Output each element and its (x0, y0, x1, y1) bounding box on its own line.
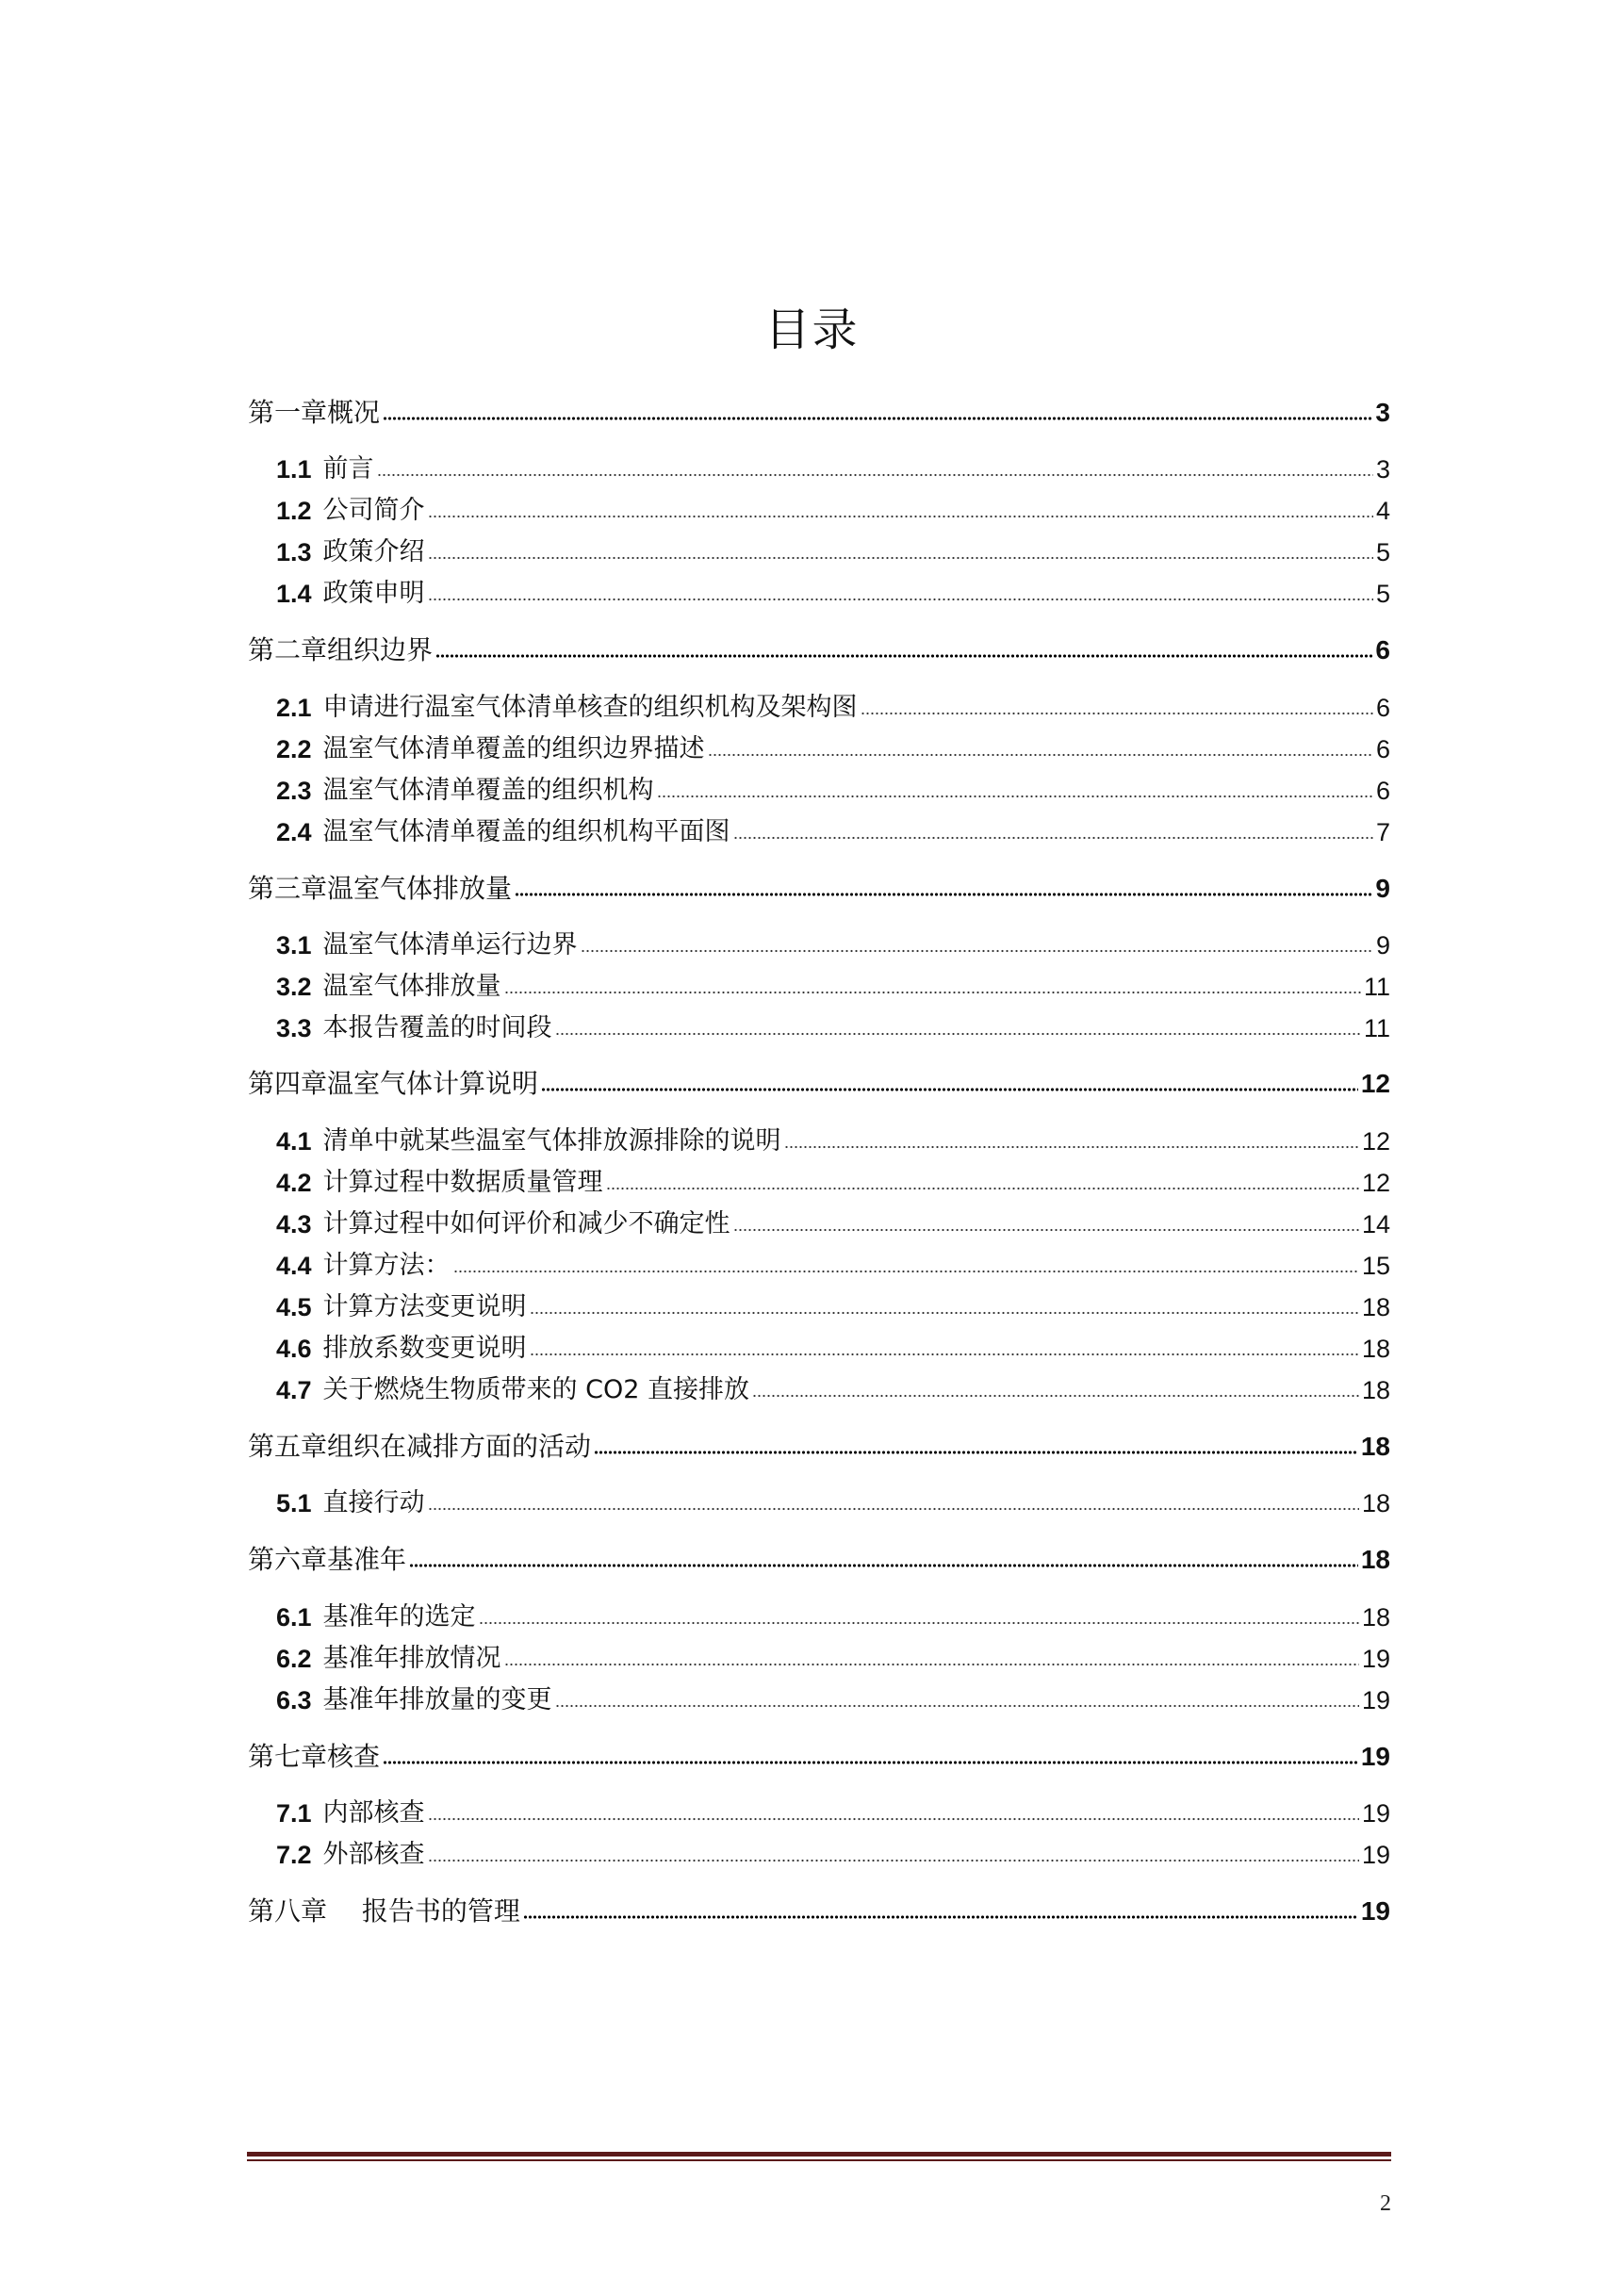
dot-leader (541, 1087, 1358, 1092)
dot-leader (428, 1506, 1359, 1512)
dot-leader (428, 555, 1373, 561)
section-number: 3.3 (276, 1014, 312, 1042)
entry-page-number: 6 (1375, 635, 1390, 664)
entry-page-number: 6 (1375, 694, 1390, 722)
toc-section-entry[interactable] (276, 1371, 1390, 1409)
entry-label: 第四章温室气体计算说明 (248, 1068, 539, 1099)
section-number: 4.7 (276, 1376, 312, 1404)
section-number: 1.4 (276, 580, 312, 608)
entry-label: 第五章组织在减排方面的活动 (248, 1431, 592, 1462)
section-number: 4.1 (276, 1127, 312, 1156)
dot-leader (555, 1031, 1361, 1037)
entry-page-number: 3 (1375, 398, 1390, 427)
dot-leader (733, 1227, 1359, 1233)
entry-label: 第一章概况 (248, 397, 381, 428)
toc-section-entry[interactable] (276, 1484, 1390, 1522)
entry-page-number: 18 (1361, 1603, 1390, 1632)
section-number: 6.3 (276, 1686, 312, 1714)
entry-label: 排放系数变更说明 (322, 1334, 527, 1363)
dot-leader (606, 1186, 1359, 1191)
entry-label: 前言 (322, 454, 374, 484)
section-number: 1.3 (276, 538, 312, 566)
toc-chapter-entry[interactable] (248, 1065, 1390, 1103)
toc-section-entry[interactable] (276, 1247, 1390, 1285)
dot-leader (784, 1144, 1359, 1150)
section-number: 4.5 (276, 1293, 312, 1321)
dot-leader (752, 1393, 1359, 1399)
toc-section-entry[interactable] (276, 1599, 1390, 1636)
section-number: 4.6 (276, 1335, 312, 1363)
entry-label: 基准年排放量的变更 (322, 1685, 552, 1714)
dot-leader (479, 1620, 1359, 1626)
section-number: 2.3 (276, 777, 312, 805)
entry-page-number: 18 (1361, 1335, 1390, 1363)
entry-label: 温室气体清单覆盖的组织机构 (322, 776, 654, 805)
dot-leader (428, 514, 1373, 519)
toc-section-entry[interactable] (276, 1164, 1390, 1202)
section-number: 1.1 (276, 455, 312, 484)
dot-leader (428, 1858, 1359, 1863)
toc-section-entry[interactable] (276, 1009, 1390, 1047)
section-number: 6.1 (276, 1603, 312, 1632)
toc-chapter-entry[interactable] (248, 394, 1390, 432)
entry-page-number: 7 (1375, 818, 1390, 846)
footer-rule-thin (247, 2159, 1391, 2161)
dot-leader (515, 892, 1372, 897)
entry-label: 温室气体清单覆盖的组织机构平面图 (322, 817, 730, 846)
section-number: 1.2 (276, 497, 312, 525)
toc-section-entry[interactable] (276, 772, 1390, 810)
dot-leader (530, 1352, 1359, 1357)
dot-leader (555, 1703, 1359, 1709)
section-number: 3.2 (276, 973, 312, 1001)
entry-label: 第八章 报告书的管理 (248, 1895, 520, 1927)
entry-page-number: 11 (1363, 973, 1390, 1001)
toc-section-entry[interactable] (276, 1288, 1390, 1326)
toc-section-entry[interactable] (276, 1795, 1390, 1832)
entry-label: 第七章核查 (248, 1741, 381, 1772)
toc-section-entry[interactable] (276, 1640, 1390, 1678)
toc-chapter-entry[interactable] (248, 1541, 1390, 1579)
entry-page-number: 9 (1375, 874, 1390, 903)
entry-label: 本报告覆盖的时间段 (322, 1013, 552, 1042)
dot-leader (504, 1662, 1359, 1667)
dot-leader (428, 1816, 1359, 1822)
toc-section-entry[interactable] (276, 1330, 1390, 1368)
entry-page-number: 19 (1360, 1742, 1390, 1771)
section-number: 4.4 (276, 1252, 312, 1280)
toc-chapter-entry[interactable] (248, 631, 1390, 669)
toc-section-entry[interactable] (276, 1836, 1390, 1874)
section-number: 7.2 (276, 1841, 312, 1869)
entry-page-number: 5 (1375, 580, 1390, 608)
entry-label: 计算过程中数据质量管理 (322, 1168, 603, 1197)
toc-section-entry[interactable] (276, 575, 1390, 613)
section-number: 3.1 (276, 931, 312, 959)
toc-section-entry[interactable] (276, 1123, 1390, 1160)
entry-label: 清单中就某些温室气体排放源排除的说明 (322, 1126, 781, 1156)
entry-page-number: 19 (1361, 1645, 1390, 1673)
entry-page-number: 18 (1360, 1432, 1390, 1461)
section-number: 2.4 (276, 818, 312, 846)
entry-label: 公司简介 (322, 496, 425, 525)
entry-label: 基准年的选定 (322, 1602, 476, 1632)
entry-page-number: 15 (1361, 1252, 1390, 1280)
toc-section-entry[interactable] (276, 968, 1390, 1006)
entry-label: 温室气体清单运行边界 (322, 930, 578, 959)
dot-leader (861, 711, 1373, 716)
page-number: 2 (1380, 2191, 1391, 2216)
entry-label: 外部核查 (322, 1840, 425, 1869)
dot-leader (708, 752, 1373, 758)
entry-label: 政策申明 (322, 579, 425, 608)
entry-page-number: 12 (1361, 1127, 1390, 1156)
entry-page-number: 18 (1361, 1489, 1390, 1517)
entry-label: 温室气体清单覆盖的组织边界描述 (322, 734, 705, 763)
entry-page-number: 12 (1361, 1169, 1390, 1197)
entry-label: 温室气体排放量 (322, 972, 501, 1001)
dot-leader (581, 948, 1373, 954)
entry-page-number: 19 (1361, 1841, 1390, 1869)
entry-page-number: 6 (1375, 735, 1390, 763)
entry-page-number: 14 (1361, 1210, 1390, 1238)
dot-leader (504, 990, 1361, 995)
entry-page-number: 18 (1361, 1293, 1390, 1321)
toc-chapter-entry[interactable] (248, 1893, 1390, 1930)
toc-section-entry[interactable] (276, 451, 1390, 488)
entry-page-number: 5 (1375, 538, 1390, 566)
dot-leader (523, 1914, 1358, 1920)
entry-label: 计算过程中如何评价和减少不确定性 (322, 1209, 730, 1238)
dot-leader (428, 597, 1373, 602)
toc-chapter-entry[interactable] (248, 1428, 1390, 1466)
toc-chapter-entry[interactable] (248, 1738, 1390, 1776)
dot-leader (733, 835, 1373, 841)
dot-leader (377, 472, 1373, 478)
entry-page-number: 11 (1363, 1014, 1390, 1042)
entry-label: 关于燃烧生物质带来的 CO2 直接排放 (322, 1375, 749, 1404)
entry-page-number: 9 (1375, 931, 1390, 959)
dot-leader (383, 1760, 1358, 1765)
entry-label: 第六章基准年 (248, 1544, 407, 1575)
toc-section-entry[interactable] (276, 1681, 1390, 1719)
entry-label: 直接行动 (322, 1488, 425, 1517)
entry-page-number: 12 (1360, 1069, 1390, 1098)
section-number: 4.2 (276, 1169, 312, 1197)
toc-section-entry[interactable] (276, 730, 1390, 768)
entry-label: 计算方法： (322, 1251, 451, 1280)
section-number: 4.3 (276, 1210, 312, 1238)
toc-section-entry[interactable] (276, 1205, 1390, 1243)
dot-leader (530, 1310, 1359, 1316)
entry-label: 基准年排放情况 (322, 1644, 501, 1673)
entry-label: 申请进行温室气体清单核查的组织机构及架构图 (322, 693, 858, 722)
entry-label: 第二章组织边界 (248, 634, 434, 665)
entry-page-number: 18 (1360, 1545, 1390, 1574)
toc-section-entry[interactable] (276, 813, 1390, 851)
footer-rule (247, 2152, 1391, 2157)
section-number: 5.1 (276, 1489, 312, 1517)
dot-leader (383, 416, 1372, 421)
toc-section-entry[interactable] (276, 533, 1390, 571)
entry-page-number: 4 (1375, 497, 1390, 525)
section-number: 6.2 (276, 1645, 312, 1673)
section-number: 7.1 (276, 1799, 312, 1828)
dot-leader (657, 794, 1373, 799)
entry-page-number: 19 (1361, 1799, 1390, 1828)
dot-leader (453, 1269, 1359, 1274)
toc-section-entry[interactable] (276, 689, 1390, 727)
dot-leader (594, 1450, 1358, 1455)
toc-section-entry[interactable] (276, 492, 1390, 530)
dot-leader (409, 1563, 1358, 1568)
entry-page-number: 18 (1361, 1376, 1390, 1404)
entry-page-number: 6 (1375, 777, 1390, 805)
entry-page-number: 19 (1361, 1686, 1390, 1714)
section-number: 2.1 (276, 694, 312, 722)
entry-page-number: 3 (1375, 455, 1390, 484)
section-number: 2.2 (276, 735, 312, 763)
entry-label: 第三章温室气体排放量 (248, 873, 513, 904)
toc-title: 目录 (764, 303, 860, 356)
dot-leader (435, 653, 1372, 659)
entry-label: 政策介绍 (322, 537, 425, 566)
toc-chapter-entry[interactable] (248, 870, 1390, 908)
entry-label: 计算方法变更说明 (322, 1292, 527, 1321)
entry-label: 内部核查 (322, 1798, 425, 1828)
toc-section-entry[interactable] (276, 927, 1390, 964)
entry-page-number: 19 (1360, 1896, 1390, 1926)
